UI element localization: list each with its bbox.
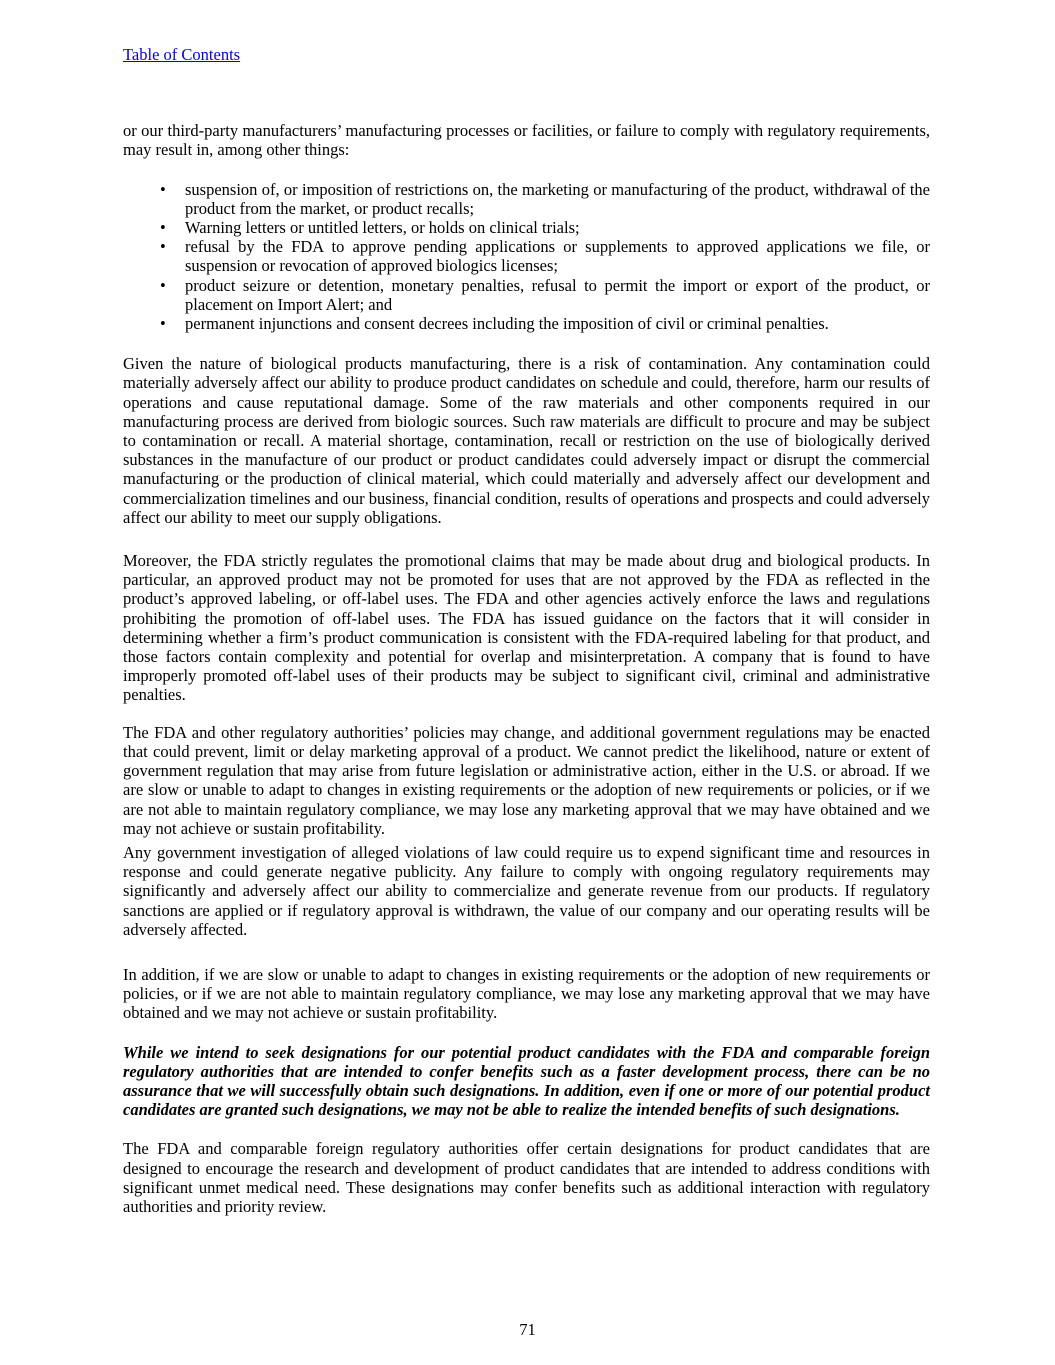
list-item	[123, 314, 930, 333]
paragraph-designations: The FDA and comparable foreign regulatory authorities offer certain designations for product candidates that are designed to encourage the research and development of product candidates that are intended to address conditions with significant unmet medical need. These designations may confer benefits such as additional interaction with regulatory authorities and priority review.	[123, 1139, 930, 1216]
list-item	[123, 276, 930, 314]
bullet-icon: •	[160, 218, 166, 238]
paragraph-in-addition: In addition, if we are slow or unable to adapt to changes in existing requirements or the adoption of new requirements or policies, or if we are not able to maintain regulatory compliance, we may lose any marketing approval that we may have obtained and we may not achieve or sustain profitability.	[123, 964, 930, 1023]
list-item	[123, 218, 930, 237]
paragraph-contamination-risk: Given the nature of biological products manufacturing, there is a risk of contamination. Any contamination could materially adversely affect our ability to produce product candidates on schedule and could, therefore, harm our results of operations and cause reputational damage. Some of the raw materials and other components required in our manufacturing process are derived from biologic sources. Such raw materials are difficult to procure and may be subject to contamination or recall. A material shortage, contamination, recall or restriction on the use of biologically derived substances in the manufacture of our product or product candidates could adversely impact or disrupt the commercial manufacturing or the production of clinical material, which could materially and adversely affect our development and commercialization timelines and our business, financial condition, results of operations and prospects and could adversely affect our ability to meet our supply obligations.	[123, 354, 930, 527]
table-of-contents-link[interactable]: Table of Contents	[123, 45, 241, 64]
bullet-icon: •	[160, 275, 166, 295]
bullet-list	[123, 180, 930, 334]
page-number: 71	[519, 1319, 536, 1339]
bullet-icon: •	[160, 179, 166, 199]
bullet-icon: •	[160, 314, 166, 334]
bullet-icon: •	[160, 237, 166, 257]
bullet-text: suspension of, or imposition of restrictions on, the marketing or manufacturing of the product, withdrawal of the product from the market, or product recalls;	[185, 179, 930, 218]
bullet-text: product seizure or detention, monetary penalties, refusal to permit the import or export of the product, or placement on Import Alert; and	[185, 275, 930, 314]
paragraph-promotional-claims: Moreover, the FDA strictly regulates the promotional claims that may be made about drug and biological products. In particular, an approved product may not be promoted for uses that are not approved by the FDA as reflected in the product’s approved labeling, or off-label uses. The FDA and other agencies actively enforce the laws and regulations prohibiting the promotion of off-label uses. The FDA has issued guidance on the factors that it will consider in determining whether a firm’s product communication is consistent with the FDA-required labeling for that product, and those factors contain complexity and potential for overlap and misinterpretation. A company that is found to have improperly promoted off-label uses of their products may be subject to significant civil, criminal and administrative penalties.	[123, 551, 930, 705]
list-item	[123, 180, 930, 218]
bullet-text: permanent injunctions and consent decrees including the imposition of civil or criminal penalties.	[185, 314, 829, 334]
risk-factor-heading: While we intend to seek designations for our potential product candidates with the FDA and comparable foreign regulatory authorities that are intended to confer benefits such as a faster development process, there can be no assurance that we will successfully obtain such designations. In addition, even if one or more of our potential product candidates are granted such designations, we may not be able to realize the intended benefits of such designations.	[123, 1042, 930, 1120]
bullet-text: refusal by the FDA to approve pending applications or supplements to approved applications we file, or suspension or revocation of approved biologics licenses;	[185, 237, 930, 276]
paragraph-intro: or our third-party manufacturers’ manufacturing processes or facilities, or failure to comply with regulatory requirements, may result in, among other things:	[123, 121, 930, 160]
paragraph-policy-changes: The FDA and other regulatory authorities’ policies may change, and additional government regulations may be enacted that could prevent, limit or delay marketing approval of a product. We cannot predict the likelihood, nature or extent of government regulation that may arise from future legislation or administrative action, either in the U.S. or abroad. If we are slow or unable to adapt to changes in existing requirements or the adoption of new requirements or policies, or if we are not able to maintain regulatory compliance, we may lose any marketing approval that we may have obtained and we may not achieve or sustain profitability.	[123, 722, 930, 838]
list-item	[123, 237, 930, 275]
paragraph-government-investigation: Any government investigation of alleged violations of law could require us to expend significant time and resources in response and could generate negative publicity. Any failure to comply with ongoing regulatory requirements may significantly and adversely affect our ability to commercialize and generate revenue from our products. If regulatory sanctions are applied or if regulatory approval is withdrawn, the value of our company and our operating results will be adversely affected.	[123, 842, 930, 939]
bullet-text: Warning letters or untitled letters, or holds on clinical trials;	[185, 218, 580, 238]
